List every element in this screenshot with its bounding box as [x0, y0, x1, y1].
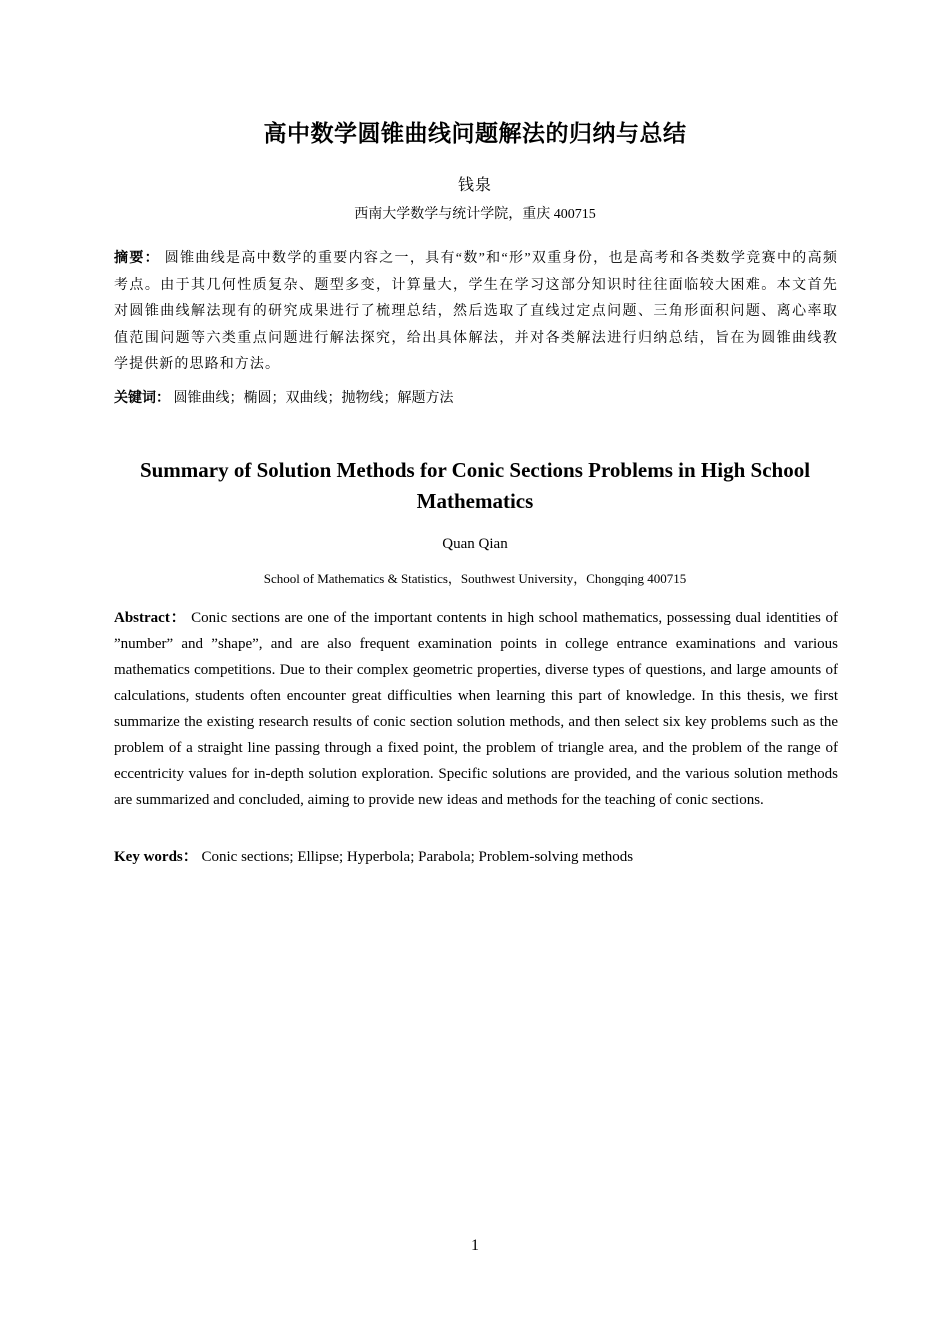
- chinese-keywords-label: 关键词：: [114, 391, 170, 406]
- english-author: Quan Qian: [442, 536, 508, 552]
- chinese-abstract: [114, 246, 838, 379]
- english-abstract-text: Conic sections are one of the important contents in high school mathematics, possessing dual identities of ”number” and ”shape”, and are also frequent examination points in college entrance examinations and various mathematics competitions. Due to their complex geometric properties, diverse types of questions, and large amounts of calculations, students often encounter great difficulties when learning this part of knowledge. In this thesis, we first summarize the existing research results of conic section solution methods, and then select six key problems such as the problem of a straight line passing through a fixed point, the problem of triangle area, and the problem of the range of eccentricity values for in-depth solution exploration. Specific solutions are provided, and the various solution methods are summarized and concluded, aiming to provide new ideas and methods for the teaching of conic sections.: [114, 610, 838, 808]
- chinese-keywords-text: 圆锥曲线；椭圆；双曲线；抛物线；解题方法: [173, 391, 454, 406]
- chinese-title: 高中数学圆锥曲线问题解法的归纳与总结: [263, 121, 687, 146]
- english-affiliation: School of Mathematics & Statistics，Southwest University，Chongqing 400715: [263, 571, 687, 586]
- english-keywords-text: Conic sections; Ellipse; Hyperbola; Parabola; Problem-solving methods: [201, 849, 634, 865]
- chinese-keywords: [114, 388, 838, 410]
- chinese-abstract-text: 圆锥曲线是高中数学的重要内容之一，具有“数”和“形”双重身份，也是高考和各类数学竞赛中的高频考点。由于其几何性质复杂、题型多变，计算量大，学生在学习这部分知识时往往面临较大困难。本文首先对圆锥曲线解法现有的研究成果进行了梳理总结，然后选取了直线过定点问题、三角形面积问题、离心率取值范围问题等六类重点问题进行解法探究，给出具体解法，并对各类解法进行归纳总结，旨在为圆锥曲线教学提供新的思路和方法。: [114, 251, 838, 372]
- english-keywords-label: Key words：: [114, 849, 198, 865]
- chinese-affiliation: 西南大学数学与统计学院，重庆 400715: [354, 207, 596, 222]
- page-number: 1: [471, 1237, 479, 1254]
- chinese-author: 钱泉: [457, 177, 492, 194]
- chinese-abstract-label: 摘要：: [114, 251, 160, 266]
- english-keywords: [114, 846, 838, 868]
- english-abstract-label: Abstract：: [114, 610, 187, 626]
- english-title: Summary of Solution Methods for Conic Sections Problems in High School Mathematics: [139, 458, 811, 513]
- english-abstract: [114, 605, 838, 813]
